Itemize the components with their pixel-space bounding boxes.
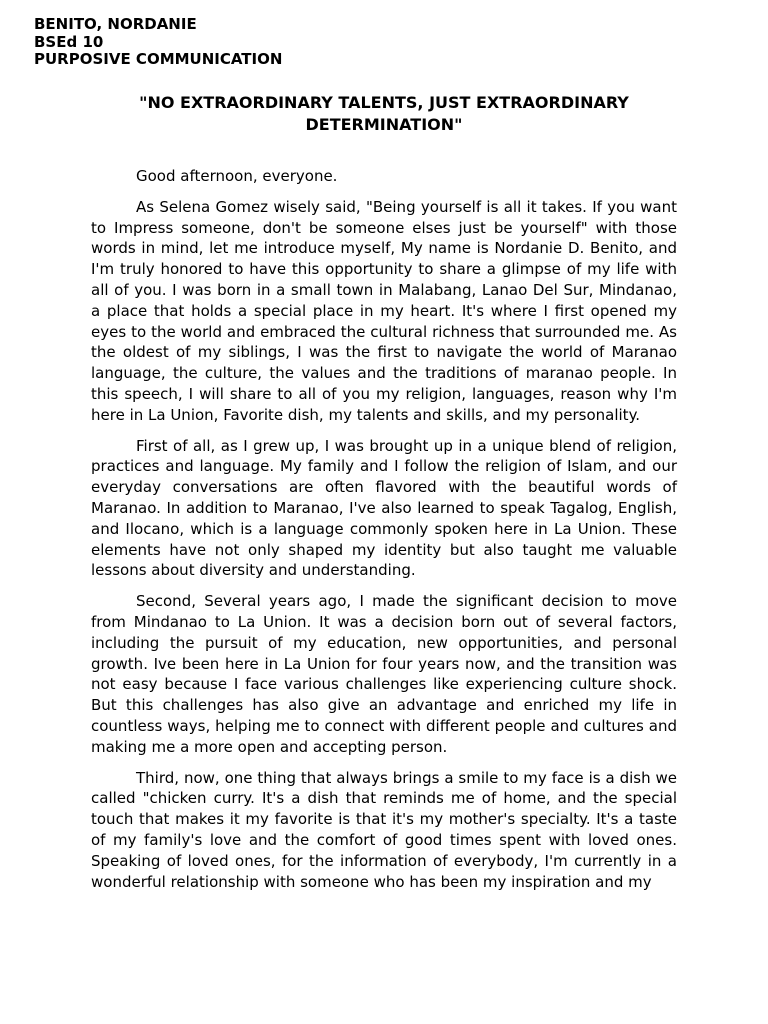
paragraph-moving-to-la-union: Second, Several years ago, I made the significant decision to move from Mindanao to La Union. It was a decision born out of several factors, including the pursuit of my education, new opportunities, and personal growth. Ive been here in La Union for four years now, and the transition was not easy because I face various challenges like experiencing culture shock. But this challenges has also give an advantage and enriched my life in countless ways, helping me to connect with different people and cultures and making me a more open and accepting person. (91, 592, 677, 756)
greeting: Good afternoon, everyone. (136, 167, 338, 185)
author-name: BENITO, NORDANIE (34, 15, 197, 33)
paragraph-religion-language: First of all, as I grew up, I was brought up in a unique blend of religion, practices and language. My family and I follow the religion of Islam, and our everyday conversations are often flavored with the beautiful words of Maranao. In addition to Maranao, I've also learned to speak Tagalog, English, and Ilocano, which is a language commonly spoken here in La Union. These elements have not only shaped my identity but also taught me valuable lessons about diversity and understanding. (91, 436, 677, 580)
course-name: PURPOSIVE COMMUNICATION (34, 50, 283, 68)
paragraph-favorite-dish: Third, now, one thing that always brings a smile to my face is a dish we called "chicken curry. It's a dish that reminds me of home, and the special touch that makes it my favorite is that it's my mother's specialty. It's a taste of my family's love and the comfort of good times spent with loved ones. Speaking of loved ones, for the information of everybody, I'm currently in a wonderful relationship with someone who has been my inspiration and my (91, 768, 677, 891)
paragraph-introduction: As Selena Gomez wisely said, "Being yourself is all it takes. If you want to Impress someone, don't be someone elses just be yourself" with those words in mind, let me introduce myself, My name is Nordanie D. Benito, and I'm truly honored to have this opportunity to share a glimpse of my life with all of you. I was born in a small town in Malabang, Lanao Del Sur, Mindanao, a place that holds a special place in my heart. It's where I first opened my eyes to the world and embraced the cultural richness that surrounded me. As the oldest of my siblings, I was the first to navigate the world of Maranao language, the culture, the values and the traditions of maranao people. In this speech, I will share to all of you my religion, languages, reason why I'm here in La Union, Favorite dish, my talents and skills, and my personality. (91, 197, 677, 424)
author-section: BSEd 10 (34, 32, 104, 51)
speech-body (91, 166, 677, 902)
speech-title: "NO EXTRAORDINARY TALENTS, JUST EXTRAORDINARY DETERMINATION" (139, 93, 629, 134)
author-header (34, 16, 282, 69)
